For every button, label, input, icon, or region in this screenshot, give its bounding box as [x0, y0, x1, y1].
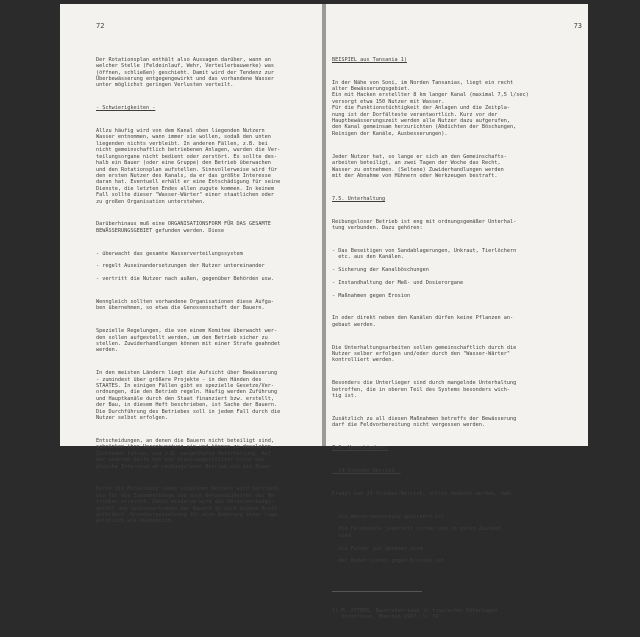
paragraph: Reibungsloser Betrieb ist eng mit ordnungsgemäßer Unterhal- tung verbunden. Dazu gehören:	[332, 218, 517, 231]
paragraph: Zusätzlich zu all diesen Maßnahmen betreffs der Bewässerung darf die Feldvorbereitung nicht vergessen werden.	[332, 415, 517, 429]
paragraph: Entscheidungen, an denen die Bauern nicht beteiligt sind, schränken ihre Verantwortung ein und können zu desolaten Zuständen führen, wie z.B. mangelhafte Unterhaltung. Auf der anderen Seite hat ein Staatsangestellter nicht das gleiche Interesse am reibungslosen Betrieb wie ein Bauer.	[96, 437, 275, 470]
section-heading: BEISPIEL aus Tansania 1)	[332, 56, 407, 63]
paragraph: Jeder Nutzer hat, so lange er sich an den Gemeinschafts- arbeiten beteiligt, an zwei Tagen der Woche das Recht, Wasser zu entnehmen. (Seltene) Zuwiderhandlungen werden mit der Abnahme von Hühnern oder Werkzeugen bestraft.	[332, 153, 507, 179]
paragraph: Der Rotationsplan enthält also Aussagen darüber, wann an welcher Stelle (Feldeinlauf, Wehr, Verteilerbauwerke) was (öffnen, schließen) geschieht. Damit wird der Tendenz zur Überbewässerung entgegengewirkt und das vorhandene Wasser unter möglichst geringen Verlusten verteilt.	[96, 56, 275, 89]
paragraph: Wenngleich sollten vorhandene Organisationen diese Aufga- ben übernehmen, so etwa die Genossenschaft der Bauern.	[96, 299, 275, 312]
footnote-rule	[332, 591, 422, 592]
bullet-list: - die Wasserversorgung gesichert ist - die Feldkanäle jederzeit sicher und im guten Zustand sind - die Felder gut geebnet sind - der Boden sicher gegen Erosion ist	[332, 513, 501, 565]
text-column	[96, 44, 280, 541]
paragraph: Die Unterhaltungsarbeiten sollen gemeinschaftlich durch die Nutzer selber erfolgen und/oder durch den "Wasser-Wärter" kontrolliert werden.	[332, 344, 517, 364]
paragraph: Allzu häufig wird von dem Kanal oben liegenden Nutzern Wasser entnommen, wann immer sie wollen, sodaß den unten liegenden nichts verbleibt. In anderen Fällen, z.B. bei nicht gemeinschaftlich betriebenen Anlagen, wurden die Ver- teilungsorgane nicht bedient oder zerstört. Es sollte des- halb ein Bauer (oder eine Gruppe) den Betrieb überwachen und den Rotationsplan aufstellen. Sinnvollerweise wird für den ersten Nutzer des Kanals, da er das größte Interesse daran hat. Eventuell erhält er eine Entschädigung für seine Dienste, die letzten Endes allen zugute kommen. In keinem Fall sollte dieser "Wasser-Wärter" einer staatlichen oder zu großen Organisation unterstehen.	[96, 128, 281, 205]
paragraph: In den meisten Ländern liegt die Aufsicht über Bewässerung - zumindest über größere Projekte - in den Händen des STAATES. In einigen Fällen gibt es spezielle Gesetze/Ver- ordnungen, die den Betrieb regeln. Häufig werden Zuführung und Hauptkanäle durch den Staat finanziert bzw. erstellt, der Bau, in diesem Heft beschrieben, ist Sache der Bauern. Die Durchführung des Betriebes soll in jedem Fall durch die Nutzer selbst erfolgen.	[96, 370, 281, 422]
subsection-heading: - 24-Stunden-Betrieb -	[332, 467, 401, 474]
paragraph: Durch die Mitwirkung jedes einzelnen Nutzers wird Verständ- nis für die Zusammenhänge und auch Notwendigkeiten des Be- triebes erreicht. Damit wiederum wird das Verantwortungs- gefühl und Selbstvertrauen der Bauern in ihre eigene Kraft gefördert -Grundvoraussetzung für eine Änderung ihrer Lage, politisch wie ökonomisch.	[96, 486, 281, 525]
page-number: 73	[573, 22, 582, 30]
footnote: 1) M. ATTEMS, Bauernbetriebe in tropischen Höhenlagen Ostafrikas, München 1967, S. 74	[332, 608, 498, 621]
paragraph: Erwägt man 24-Stunden-Betrieb, sollte bedacht werden, daß:	[332, 490, 514, 497]
text-column	[332, 44, 529, 637]
paragraph: In oder direkt neben den Kanälen dürfen keine Pflanzen an- gebaut werden.	[332, 315, 514, 328]
bullet-list: - überwacht das gesamte Wasserverteilungssystem - regelt Auseinandersetzungen der Nutzer untereinander - vertritt die Nutzer nach außen, gegenüber Behörden usw.	[96, 250, 275, 283]
paragraph: In der Nähe von Soni, im Norden Tansanias, liegt ein recht alter Bewässerungsgebiet. Ein mit Hacken erstellter 8 km langer Kanal (maximal 7,5 l/sec) versorgt etwa 150 Nutzer mit Wasser. Für die Funktionstüchtigkeit der Anlagen und die Zeitpla- nung ist der Dorfälteste verantwortlich. Kurz vor der Hauptbewässerungszeit werden alle Nutzer dazu aufgerufen, den Kanal gemeinsam herzurichten (Abdichten der Böschungen, Reinigen der Kanäle, Ausbesserungen).	[332, 79, 529, 137]
paragraph: Darüberhinaus muß eine ORGANISATIONSFORM FÜR DAS GESAMTE BEWÄSSERUNGSGEBIET gefunden werden. Diese	[96, 221, 271, 234]
paragraph: Besonders die Unterlieger sind durch mangelnde Unterhaltung betroffen, die in oberen Teil des Systems besonders wich- tig ist.	[332, 380, 517, 400]
left-page	[60, 4, 322, 525]
page-number: 72	[96, 22, 105, 30]
right-page	[326, 4, 588, 621]
bullet-list: - Das Beseitigen von Sandablagerungen, Unkraut, Tierlöchern etc. aus den Kanälen. - Sicherung der Kanalböschungen - Instandhaltung der Meß- und Dosierorgane - Maßnahmen gegen Erosion	[332, 247, 517, 299]
paragraph: Spezielle Regelungen, die von einem Komitee überwacht wer- den sollen aufgestellt werden, um den Betrieb sicher zu stellen. Zuwiderhandlungen können mit einer Strafe geahndet werden.	[96, 328, 281, 354]
section-heading: 7.5. Unterhaltung	[332, 195, 386, 202]
section-heading: 7.6. Verschiedenes	[332, 445, 389, 452]
section-heading: - Schwierigkeiten -	[96, 105, 156, 112]
